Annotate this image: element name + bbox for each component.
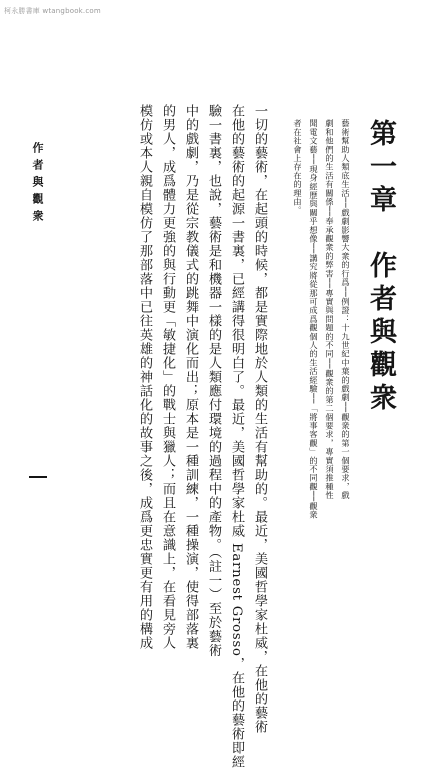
body-text-line: 在他的藝術的起源一書裏，已經講得很明白了。最近，美國哲學家杜威 Earnest Grosso，在他的藝術即經: [229, 104, 244, 769]
chapter-outline-line: 者在社會上存在的理由。: [293, 119, 303, 215]
body-text-line: 中的戲劇，乃是從宗教儀式的跳舞中演化而出；原本是一種訓練，一種操演，使得部落裏: [183, 104, 198, 650]
page-number: [29, 476, 47, 478]
chapter-outline-line: 聞電文藝──現身經歷與關乎想像──講究將從那可成爲觀個人的生活經驗──「將事客觀」的不同觀──觀衆: [309, 119, 319, 520]
body-text-line: 驗一書裏，也說，藝術是和機器一樣的是人類應付環境的過程中的產物。（註一）至於藝術: [206, 104, 221, 658]
book-page: [26, 24, 398, 769]
chapter-outline-line: 藝術幫助人類底生活──戲劇影響大衆的行爲──例證：十九世紀中葉的戲劇──觀衆的第一個要求，戲: [341, 119, 351, 500]
watermark: 柯永勝書庫 wtangbook.com: [4, 7, 101, 15]
body-text-line: 的男人，成爲體力更強的與行動更「敏捷化」的戰士與獵人；而且在意識上，在看見旁人: [160, 104, 175, 650]
body-text-line: 模仿或本人親自模仿了那部落中已往英雄的神話化的故事之後，成爲更忠實更有用的構成: [137, 104, 152, 650]
chapter-title: 第一章 作者與觀衆: [365, 119, 396, 416]
body-text-line: 一切的藝術，在起頭的時候，都是實際地於人類的生活有幫助的。最近，美國哲學家杜威，在他的藝術: [252, 104, 267, 734]
running-head: 作者與觀衆: [31, 142, 44, 227]
chapter-outline-line: 劇和他們的生活有關係──奉承觀衆的弊害──專實與問題的不同──觀衆的第二個要求，專實須推種性: [325, 119, 335, 500]
